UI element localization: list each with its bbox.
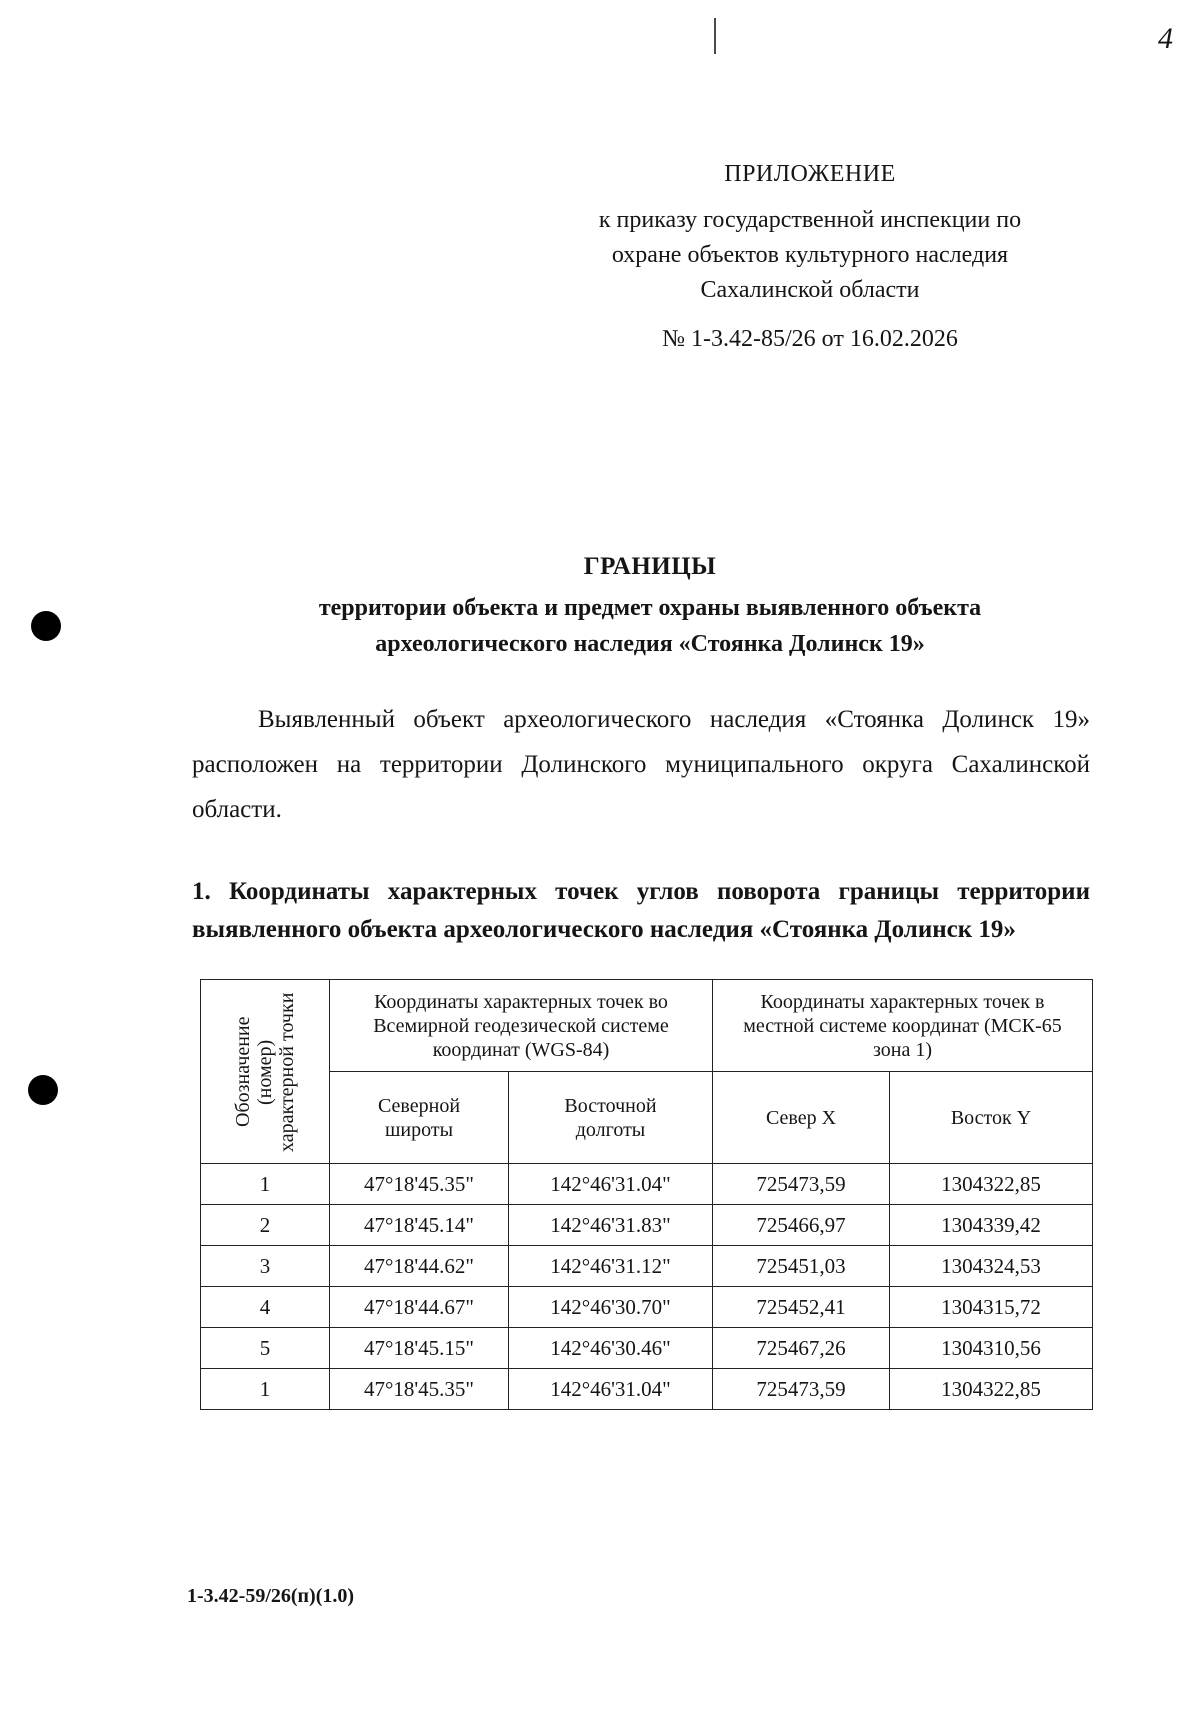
table-row [201, 1287, 1093, 1328]
cell-y: 1304315,72 [890, 1287, 1093, 1328]
header-north-x: Север X [713, 1072, 890, 1164]
table-row [201, 1205, 1093, 1246]
cell-y: 1304322,85 [890, 1369, 1093, 1410]
header-latitude: Северной широты [330, 1072, 509, 1164]
cell-point: 1 [201, 1369, 330, 1410]
scan-artifact-line [714, 18, 716, 54]
cell-x: 725467,26 [713, 1328, 890, 1369]
header-longitude: Восточной долготы [509, 1072, 713, 1164]
cell-lat: 47°18'45.35" [330, 1164, 509, 1205]
cell-point: 5 [201, 1328, 330, 1369]
cell-x: 725473,59 [713, 1164, 890, 1205]
appendix-line-2: охране объектов культурного наследия [611, 242, 1009, 268]
appendix-reference [560, 203, 1060, 308]
cell-lon: 142°46'30.46" [509, 1328, 713, 1369]
order-number: № 1-3.42-85/26 от 16.02.2026 [662, 326, 958, 352]
cell-x: 725466,97 [713, 1205, 890, 1246]
document-subtitle [150, 590, 1150, 662]
header-point [201, 980, 330, 1164]
cell-lon: 142°46'30.70" [509, 1287, 713, 1328]
header-wgs-group: Координаты характерных точек во Всемирной геодезической системе координат (WGS-84) [330, 980, 713, 1072]
cell-x: 725473,59 [713, 1369, 890, 1410]
table-row [201, 1164, 1093, 1205]
cell-lat: 47°18'44.62" [330, 1246, 509, 1287]
description-paragraph: Выявленный объект археологического наследия «Стоянка Долинск 19» расположен на территории Долинского муниципального округа Сахалинской области. [192, 706, 1090, 823]
document-code: 1-3.42-59/26(п)(1.0) [187, 1585, 355, 1607]
table-row [201, 1369, 1093, 1410]
section-heading: 1. Координаты характерных точек углов поворота границы территории выявленного объекта археологического наследия «Стоянка Долинск 19» [192, 878, 1090, 943]
page-number: 4 [1158, 22, 1173, 55]
subtitle-line-2: археологического наследия «Стоянка Долинск 19» [375, 631, 925, 657]
table-row [201, 1246, 1093, 1287]
cell-lat: 47°18'45.14" [330, 1205, 509, 1246]
header-east-y: Восток Y [890, 1072, 1093, 1164]
cell-lon: 142°46'31.12" [509, 1246, 713, 1287]
cell-point: 4 [201, 1287, 330, 1328]
punch-hole-top [31, 611, 61, 641]
cell-x: 725451,03 [713, 1246, 890, 1287]
cell-lon: 142°46'31.04" [509, 1164, 713, 1205]
cell-lat: 47°18'45.35" [330, 1369, 509, 1410]
appendix-line-1: к приказу государственной инспекции по [598, 207, 1022, 233]
appendix-title: ПРИЛОЖЕНИЕ [724, 161, 896, 187]
cell-lat: 47°18'45.15" [330, 1328, 509, 1369]
cell-y: 1304324,53 [890, 1246, 1093, 1287]
appendix-line-3: Сахалинской области [700, 277, 920, 303]
cell-x: 725452,41 [713, 1287, 890, 1328]
cell-lat: 47°18'44.67" [330, 1287, 509, 1328]
subtitle-line-1: территории объекта и предмет охраны выявленного объекта [318, 595, 982, 621]
cell-y: 1304310,56 [890, 1328, 1093, 1369]
table-row [201, 1328, 1093, 1369]
cell-y: 1304322,85 [890, 1164, 1093, 1205]
cell-lon: 142°46'31.04" [509, 1369, 713, 1410]
cell-point: 1 [201, 1164, 330, 1205]
header-point-label: Обозначение (номер) характерной точки [232, 991, 298, 1152]
header-msk-group: Координаты характерных точек в местной системе координат (МСК-65 зона 1) [713, 980, 1093, 1072]
cell-point: 2 [201, 1205, 330, 1246]
coordinates-table [200, 979, 1093, 1410]
cell-lon: 142°46'31.83" [509, 1205, 713, 1246]
document-title: ГРАНИЦЫ [583, 553, 717, 580]
punch-hole-bottom [28, 1075, 58, 1105]
cell-y: 1304339,42 [890, 1205, 1093, 1246]
cell-point: 3 [201, 1246, 330, 1287]
